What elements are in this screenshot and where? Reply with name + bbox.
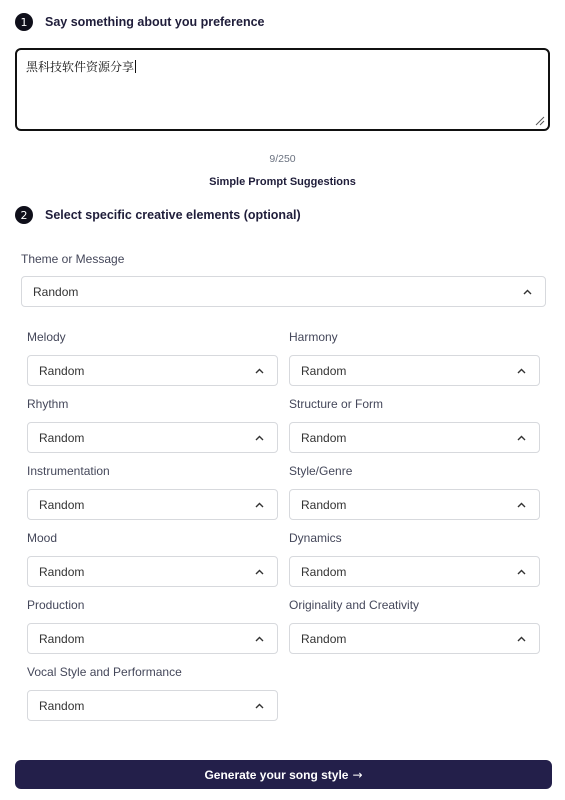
style-genre-select-value: Random	[301, 498, 347, 512]
theme-label: Theme or Message	[21, 252, 125, 266]
dynamics-select[interactable]	[289, 556, 540, 587]
structure-label: Structure or Form	[289, 397, 384, 411]
chevron-up-icon	[255, 703, 264, 709]
generate-song-style-button[interactable]	[15, 760, 552, 789]
melody-label: Melody	[27, 330, 66, 344]
mood-select-value: Random	[39, 565, 85, 579]
dynamics-select-value: Random	[301, 565, 347, 579]
char-counter: 9/250	[269, 153, 296, 165]
chevron-up-icon	[255, 502, 264, 508]
preference-text[interactable]: 黑科技软件资源分享	[26, 60, 135, 74]
vocal-style-label: Vocal Style and Performance	[27, 665, 182, 679]
chevron-up-icon	[517, 368, 526, 374]
chevron-up-icon	[517, 435, 526, 441]
rhythm-select-value: Random	[39, 431, 85, 445]
harmony-label: Harmony	[289, 330, 338, 344]
theme-select-value: Random	[33, 285, 79, 299]
originality-label: Originality and Creativity	[289, 598, 420, 612]
dynamics-label: Dynamics	[289, 531, 342, 545]
structure-select[interactable]	[289, 422, 540, 453]
theme-select[interactable]	[21, 276, 546, 307]
style-genre-select[interactable]	[289, 489, 540, 520]
step-2-header	[15, 206, 301, 224]
structure-select-value: Random	[301, 431, 347, 445]
step-2-badge: 2	[15, 206, 33, 224]
preference-textarea[interactable]	[15, 48, 550, 131]
production-select[interactable]	[27, 623, 278, 654]
instrumentation-select-value: Random	[39, 498, 85, 512]
resize-handle-icon[interactable]	[535, 116, 545, 126]
vocal-style-select-value: Random	[39, 699, 85, 713]
step-1-header	[15, 13, 265, 31]
arrow-right-icon: →	[352, 767, 363, 782]
text-caret	[135, 60, 136, 73]
harmony-select-value: Random	[301, 364, 347, 378]
step-2-title: Select specific creative elements (optional)	[45, 208, 301, 222]
rhythm-label: Rhythm	[27, 397, 69, 411]
chevron-up-icon	[255, 569, 264, 575]
rhythm-select[interactable]	[27, 422, 278, 453]
instrumentation-label: Instrumentation	[27, 464, 110, 478]
chevron-up-icon	[523, 289, 532, 295]
mood-label: Mood	[27, 531, 58, 545]
originality-select-value: Random	[301, 632, 347, 646]
production-select-value: Random	[39, 632, 85, 646]
chevron-up-icon	[517, 569, 526, 575]
prompt-suggestions-link[interactable]: Simple Prompt Suggestions	[209, 176, 356, 188]
style-genre-label: Style/Genre	[289, 464, 353, 478]
vocal-style-select[interactable]	[27, 690, 278, 721]
chevron-up-icon	[255, 435, 264, 441]
melody-select-value: Random	[39, 364, 85, 378]
production-label: Production	[27, 598, 85, 612]
chevron-up-icon	[517, 636, 526, 642]
chevron-up-icon	[255, 368, 264, 374]
step-1-badge: 1	[15, 13, 33, 31]
chevron-up-icon	[255, 636, 264, 642]
melody-select[interactable]	[27, 355, 278, 386]
chevron-up-icon	[517, 502, 526, 508]
step-1-title: Say something about you preference	[45, 15, 265, 29]
generate-button-label: Generate your song style	[204, 767, 349, 782]
harmony-select[interactable]	[289, 355, 540, 386]
mood-select[interactable]	[27, 556, 278, 587]
originality-select[interactable]	[289, 623, 540, 654]
instrumentation-select[interactable]	[27, 489, 278, 520]
